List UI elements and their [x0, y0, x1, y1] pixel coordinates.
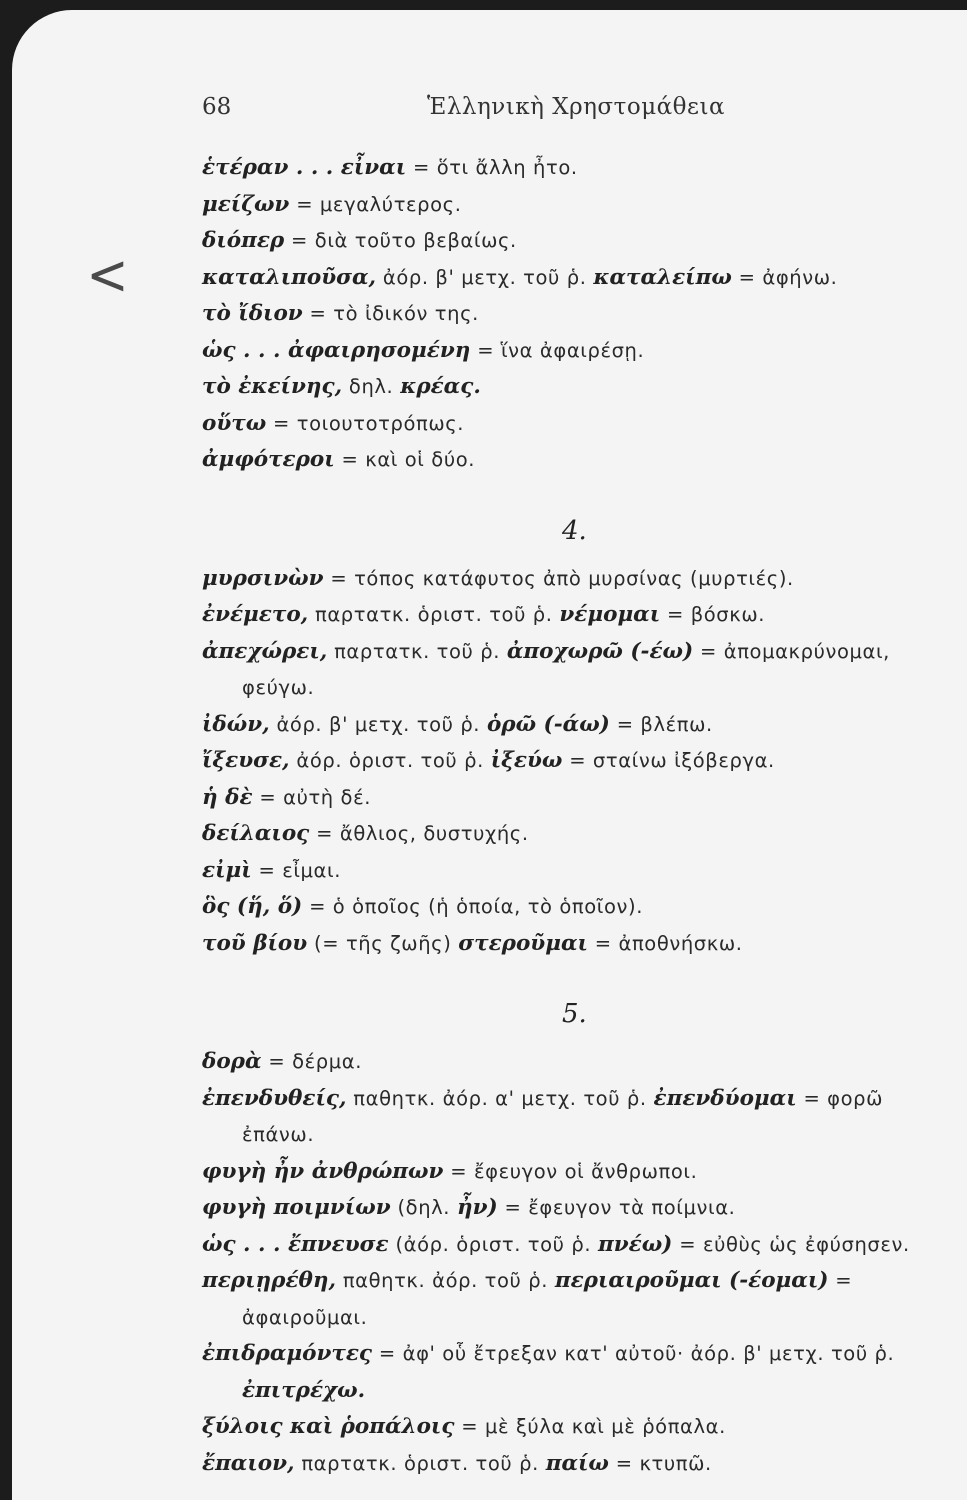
- entry-gloss: παρτατκ. ὁριστ. τοῦ ῥ.: [301, 1451, 539, 1475]
- glossary-entry-continuation: [202, 670, 952, 707]
- entry-gloss: = ὁ ὁποῖος (ἡ ὁποία, τὸ ὁποῖον).: [309, 895, 644, 918]
- entry-gloss: = καὶ οἱ δύο.: [341, 448, 476, 471]
- glossary-entry: [202, 597, 952, 634]
- entry-term: ὁρῶ (-άω): [486, 711, 610, 737]
- entry-term: ἑτέραν . . . εἶναι: [202, 155, 407, 180]
- entry-gloss: παρτατκ. τοῦ ῥ.: [334, 639, 501, 663]
- entry-term: ἡ δὲ: [202, 784, 253, 810]
- entry-gloss: = κτυπῶ.: [615, 1451, 712, 1475]
- entry-term: εἰμὶ: [202, 857, 252, 883]
- entry-term: ὡς . . . ἔπνευσε: [202, 1231, 389, 1257]
- entry-term: δείλαιος: [202, 821, 310, 846]
- entry-term: στεροῦμαι: [458, 930, 588, 956]
- glossary-entry: [202, 889, 952, 926]
- glossary-entry: [202, 296, 952, 333]
- glossary-entry: [202, 442, 952, 479]
- entry-gloss: παρτατκ. ὁριστ. τοῦ ῥ.: [315, 603, 553, 626]
- entry-gloss: = εὐθὺς ὡς ἐφύσησεν.: [679, 1232, 910, 1256]
- entry-gloss: ἐπάνω.: [242, 1123, 315, 1146]
- glossary-entry: [202, 1227, 952, 1264]
- entry-gloss: = εἶμαι.: [258, 858, 342, 882]
- entry-term: ἐπενδύομαι: [653, 1085, 797, 1111]
- book-page: [12, 10, 967, 1500]
- glossary-entry: [202, 1081, 952, 1118]
- entry-gloss: = φορῶ: [803, 1086, 884, 1110]
- entry-gloss: ἀόρ. β' μετχ. τοῦ ῥ.: [382, 265, 587, 289]
- entry-term: ἐπενδυθείς,: [202, 1085, 347, 1111]
- glossary-entry: [202, 406, 952, 443]
- glossary-entry: [202, 743, 952, 780]
- glossary-entry: [202, 1190, 952, 1227]
- entry-gloss: = μεγαλύτερος.: [296, 192, 462, 216]
- running-title: Ἑλληνικὴ Χρηστομάθεια: [427, 94, 725, 120]
- entry-term: ξύλοις καὶ ῥοπάλοις: [202, 1414, 455, 1439]
- entry-term: διόπερ: [202, 228, 285, 253]
- entry-term: ἀμφότεροι: [202, 447, 335, 472]
- entry-term: παίω: [545, 1450, 609, 1476]
- section-number: 4.: [562, 515, 587, 546]
- entry-term: ἐνέμετο,: [202, 602, 309, 627]
- entry-gloss: ἀόρ. ὁριστ. τοῦ ῥ.: [296, 749, 484, 772]
- entry-term: ἦν): [456, 1195, 498, 1220]
- entry-term: περιῃρέθη,: [202, 1268, 336, 1293]
- entry-gloss: = ἵνα ἀφαιρέσῃ.: [477, 338, 645, 362]
- entry-gloss: = τόπος κατάφυτος ἀπὸ μυρσίνας (μυρτιές).: [330, 566, 794, 590]
- entry-term: τοῦ βίου: [202, 930, 308, 956]
- entry-gloss: = ἀποθνήσκω.: [594, 931, 743, 955]
- entry-term: ἴξευσε,: [202, 748, 290, 773]
- glossary-entry-continuation: [202, 1300, 952, 1337]
- entry-term: μείζων: [202, 191, 290, 217]
- section-gap: [202, 962, 952, 984]
- glossary-entry: [202, 150, 952, 187]
- entry-term: φυγὴ ἦν ἀνθρώπων: [202, 1158, 444, 1184]
- entry-gloss: = διὰ τοῦτο βεβαίως.: [291, 229, 517, 252]
- entry-gloss: = βόσκω.: [666, 603, 766, 626]
- entry-gloss: (ἀόρ. ὁριστ. τοῦ ῥ.: [395, 1232, 592, 1256]
- entry-term: μυρσινὼν: [202, 565, 324, 591]
- entry-gloss: = τοιουτοτρόπως.: [273, 411, 465, 435]
- glossary-entry: [202, 853, 952, 890]
- section-gap: [202, 479, 952, 501]
- entry-term: πνέω): [597, 1231, 673, 1257]
- glossary-entry: [202, 1409, 952, 1446]
- glossary-entry: [202, 634, 952, 671]
- glossary-entry: [202, 1446, 952, 1483]
- entry-term: φυγὴ ποιμνίων: [202, 1195, 391, 1220]
- page-header: [12, 94, 967, 128]
- entry-term: ἀπεχώρει,: [202, 638, 328, 664]
- entry-gloss: = τὸ ἰδικόν της.: [309, 302, 479, 325]
- entry-term: δορὰ: [202, 1049, 262, 1074]
- entry-gloss: = ἄθλιος, δυστυχής.: [316, 822, 529, 845]
- entry-gloss: ἀφαιροῦμαι.: [242, 1305, 368, 1329]
- entry-term: καταλείπω: [593, 264, 732, 290]
- entry-gloss: (δηλ.: [397, 1196, 451, 1219]
- entry-gloss: =: [835, 1269, 853, 1292]
- entry-gloss: δηλ.: [348, 375, 394, 398]
- entry-gloss: = σταίνω ἰξόβεργα.: [569, 749, 775, 772]
- entry-gloss: παθητκ. ἀόρ. τοῦ ῥ.: [342, 1269, 549, 1292]
- entry-gloss: παθητκ. ἀόρ. α' μετχ. τοῦ ῥ.: [353, 1086, 647, 1110]
- glossary-entry: [202, 260, 952, 297]
- glossary-entry: [202, 816, 952, 853]
- entry-gloss: = ἀφ' οὗ ἔτρεξαν κατ' αὐτοῦ· ἀόρ. β' μετχ. τοῦ ῥ.: [378, 1342, 895, 1365]
- glossary-entry: [202, 780, 952, 817]
- glossary-entry: [202, 1044, 952, 1081]
- glossary-entry: [202, 369, 952, 406]
- entry-gloss: (= τῆς ζωῆς): [314, 931, 452, 955]
- entry-term: ἐπιτρέχω.: [242, 1377, 366, 1403]
- entry-gloss: = αὐτὴ δέ.: [259, 785, 372, 809]
- entry-term: ἔπαιον,: [202, 1450, 295, 1476]
- entry-gloss: ἀόρ. β' μετχ. τοῦ ῥ.: [276, 712, 481, 736]
- entry-term: οὕτω: [202, 410, 267, 436]
- entry-term: καταλιποῦσα,: [202, 264, 377, 290]
- glossary-entry: [202, 1154, 952, 1191]
- entry-term: τὸ ἐκείνης,: [202, 374, 343, 399]
- entry-term: νέμομαι: [559, 602, 661, 627]
- page-number: 68: [202, 94, 232, 120]
- entry-gloss: = ἔφευγον οἱ ἄνθρωποι.: [450, 1159, 698, 1183]
- glossary-entry-continuation: [202, 1117, 952, 1154]
- glossary-entry: [202, 561, 952, 598]
- glossary-entry: [202, 1336, 952, 1373]
- glossary-body: [202, 150, 952, 1482]
- entry-term: ἐπιδραμόντες: [202, 1341, 373, 1366]
- glossary-entry: [202, 926, 952, 963]
- entry-gloss: = μὲ ξύλα καὶ μὲ ῥόπαλα.: [461, 1415, 726, 1438]
- entry-term: κρέας.: [400, 374, 481, 399]
- entry-gloss: = βλέπω.: [616, 712, 713, 736]
- section-number: 5.: [562, 999, 587, 1029]
- entry-term: ἰδών,: [202, 711, 270, 737]
- glossary-entry-continuation: [202, 1373, 952, 1410]
- glossary-entry: [202, 707, 952, 744]
- entry-gloss: = ἔφευγον τὰ ποίμνια.: [504, 1196, 736, 1219]
- glossary-entry: [202, 333, 952, 370]
- entry-gloss: = δέρμα.: [268, 1050, 363, 1073]
- glossary-entry: [202, 187, 952, 224]
- entry-gloss: φεύγω.: [242, 676, 315, 699]
- entry-term: ἀποχωρῶ (-έω): [506, 638, 694, 664]
- margin-mark: <: [86, 243, 129, 308]
- entry-gloss: = ἀφήνω.: [738, 265, 838, 289]
- entry-term: ὃς (ἥ, ὅ): [202, 894, 303, 919]
- entry-gloss: = ἀπομακρύνομαι,: [700, 639, 890, 663]
- glossary-entry: [202, 1263, 952, 1300]
- entry-term: ἰξεύω: [490, 748, 563, 773]
- entry-term: ὡς . . . ἀφαιρησομένη: [202, 337, 471, 363]
- entry-term: περιαιροῦμαι (-έομαι): [554, 1268, 829, 1293]
- entry-gloss: = ὅτι ἄλλη ἦτο.: [412, 156, 578, 179]
- glossary-entry: [202, 223, 952, 260]
- entry-term: τὸ ἴδιον: [202, 301, 303, 326]
